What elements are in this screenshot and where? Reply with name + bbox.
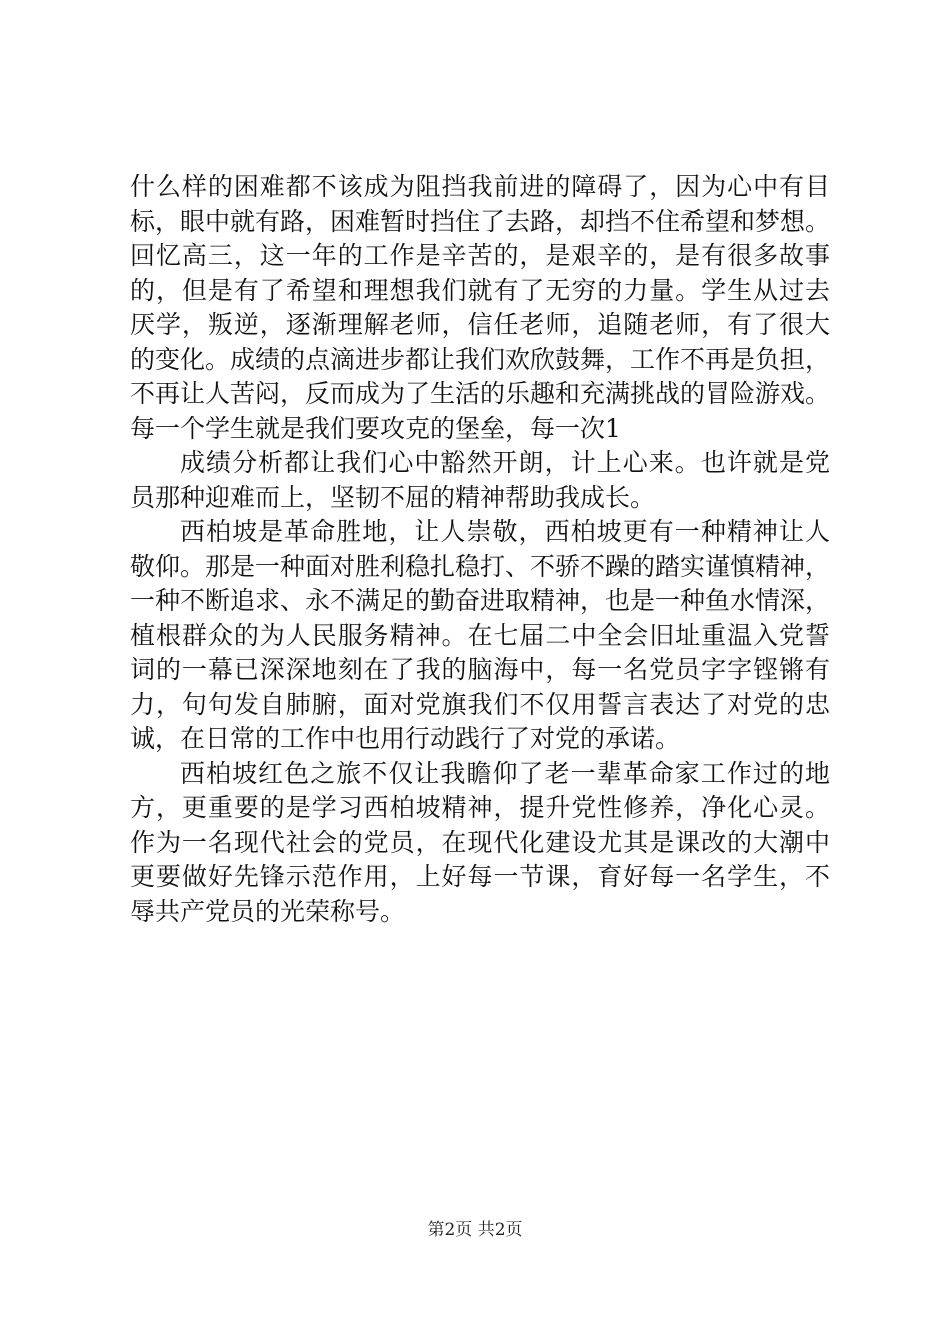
text-line: 不再让人苦闷，反而成为了生活的乐趣和充满挑战的冒险游戏。 <box>130 379 831 408</box>
text-line: 力，句句发自肺腑，面对党旗我们不仅用誓言表达了对党的忠 <box>130 689 830 719</box>
text-line: 敬仰。那是一种面对胜利稳扎稳打、不骄不躁的踏实谨慎精神， <box>130 551 831 581</box>
text-line: 的变化。成绩的点滴进步都让我们欢欣鼓舞，工作不再是负担， <box>130 344 831 374</box>
text-line-paragraph-start: 西柏坡是革命胜地，让人崇敬，西柏坡更有一种精神让人 <box>180 517 830 546</box>
text-line: 什么样的困难都不该成为阻挡我前进的障碍了，因为心中有目 <box>130 172 830 201</box>
text-line: 的，但是有了希望和理想我们就有了无穷的力量。学生从过去 <box>130 275 830 305</box>
text-line-paragraph-start: 西柏坡红色之旅不仅让我瞻仰了老一辈革命家工作过的地 <box>180 758 830 788</box>
text-line: 作为一名现代社会的党员，在现代化建设尤其是课改的大潮中 <box>130 827 830 857</box>
text-line: 植根群众的为人民服务精神。在七届二中全会旧址重温入党誓 <box>130 620 830 650</box>
text-line: 辱共产党员的光荣称号。 <box>130 896 406 926</box>
text-line: 一种不断追求、永不满足的勤奋进取精神，也是一种鱼水情深， <box>130 586 831 615</box>
text-line: 厌学，叛逆，逐渐理解老师，信任老师，追随老师，有了很大 <box>130 310 830 339</box>
text-line: 回忆高三，这一年的工作是辛苦的，是艰辛的，是有很多故事 <box>130 241 830 270</box>
text-line: 每一个学生就是我们要攻克的堡垒，每一次1 <box>130 413 621 443</box>
text-line: 更要做好先锋示范作用，上好每一节课，育好每一名学生，不 <box>130 862 830 891</box>
text-line-paragraph-start: 成绩分析都让我们心中豁然开朗，计上心来。也许就是党 <box>180 448 830 477</box>
document-body <box>130 170 830 929</box>
text-line: 标，眼中就有路，困难暂时挡住了去路，却挡不住希望和梦想。 <box>130 206 831 236</box>
text-line: 诚，在日常的工作中也用行动践行了对党的承诺。 <box>130 724 681 753</box>
page-number-footer: 第2页 共2页 <box>427 1220 523 1240</box>
text-line: 员那种迎难而上，坚韧不屈的精神帮助我成长。 <box>130 482 656 512</box>
text-line: 词的一幕已深深地刻在了我的脑海中，每一名党员字字铿锵有 <box>130 655 830 684</box>
text-line: 方，更重要的是学习西柏坡精神，提升党性修养，净化心灵。 <box>130 793 830 822</box>
